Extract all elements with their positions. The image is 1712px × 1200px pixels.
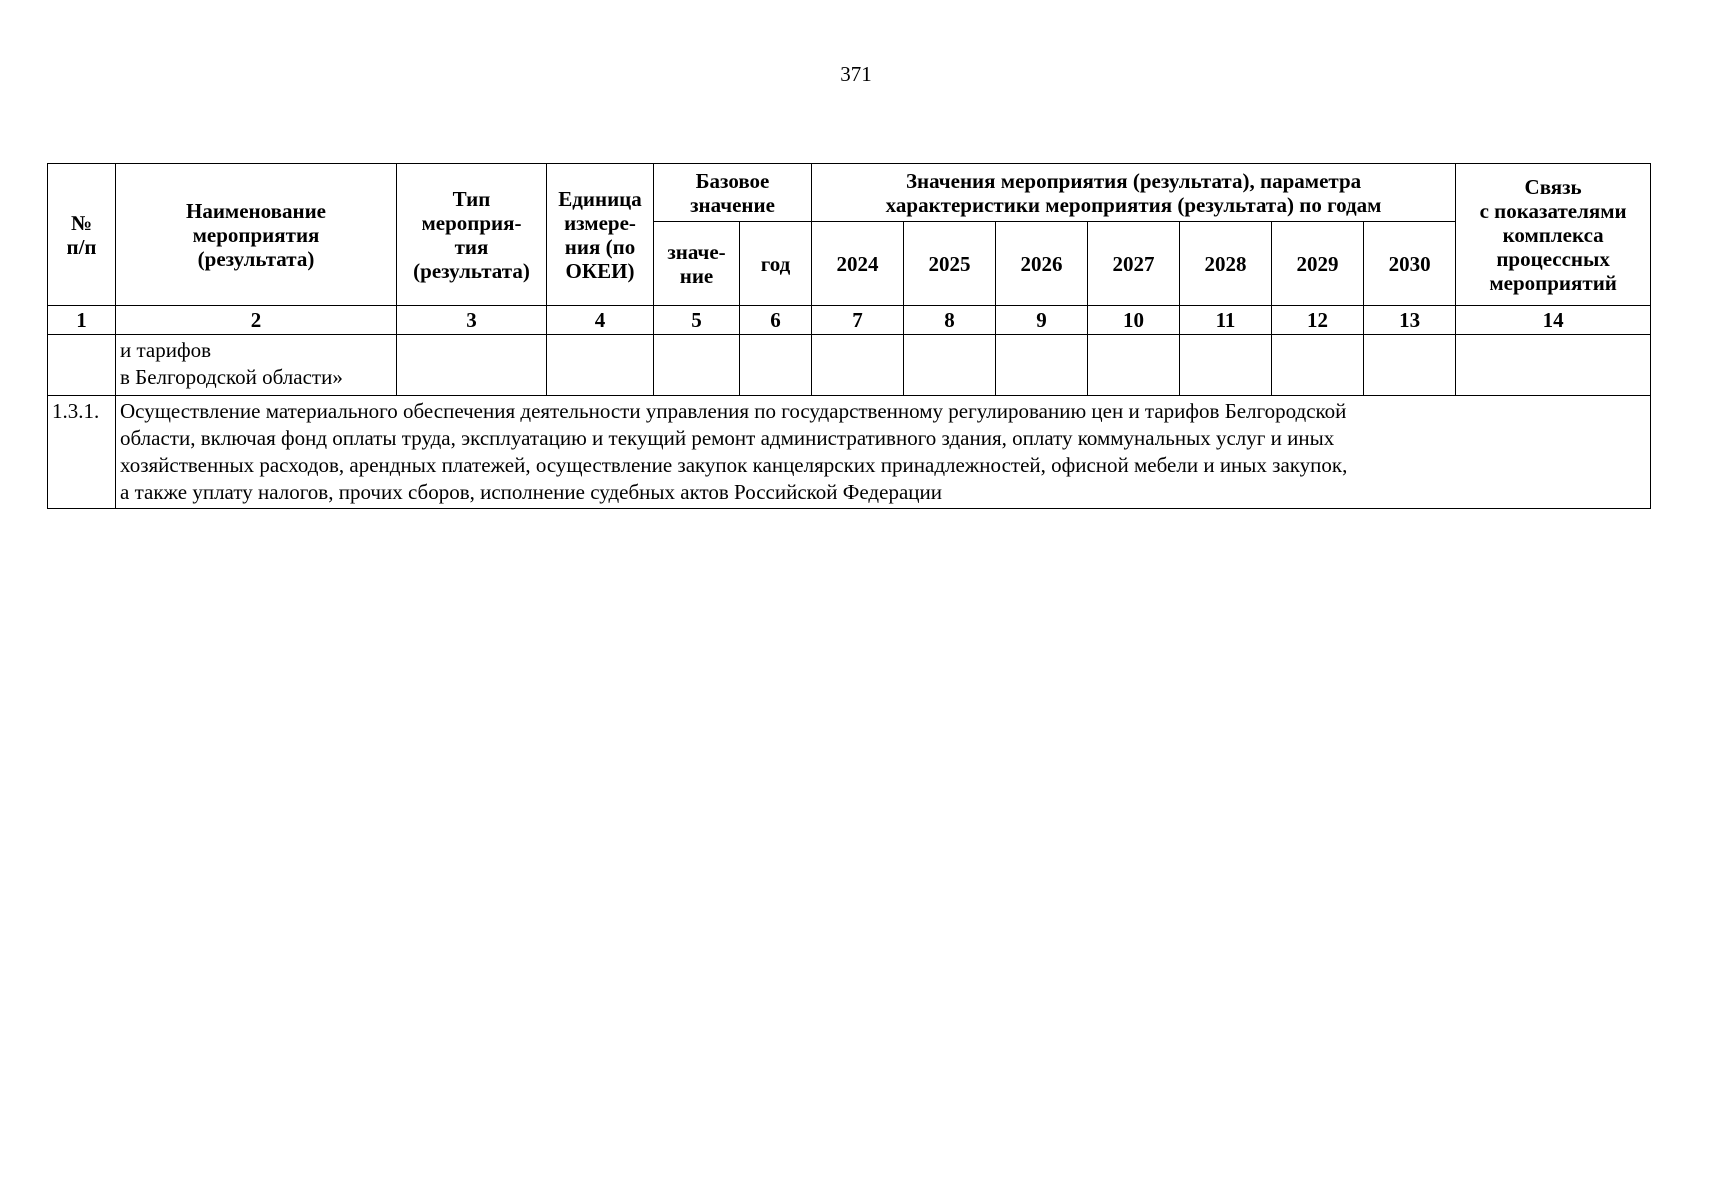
table-cell <box>654 335 740 396</box>
table-cell <box>996 335 1088 396</box>
table-cell <box>812 335 904 396</box>
column-number: 8 <box>904 306 996 335</box>
header-activity-name: Наименование мероприятия (результата) <box>116 164 397 306</box>
header-unit: Единица измере- ния (по ОКЕИ) <box>547 164 654 306</box>
header-year-2025: 2025 <box>904 222 996 306</box>
table-cell <box>1088 335 1180 396</box>
column-number: 12 <box>1272 306 1364 335</box>
column-number: 2 <box>116 306 397 335</box>
activity-name-continuation: и тарифов в Белгородской области» <box>116 335 397 396</box>
column-number: 10 <box>1088 306 1180 335</box>
column-number: 13 <box>1364 306 1456 335</box>
column-number: 11 <box>1180 306 1272 335</box>
column-number: 4 <box>547 306 654 335</box>
header-year-2027: 2027 <box>1088 222 1180 306</box>
column-number: 14 <box>1456 306 1651 335</box>
header-year-2026: 2026 <box>996 222 1088 306</box>
column-number: 1 <box>48 306 116 335</box>
header-activity-type: Тип мероприя- тия (результата) <box>397 164 547 306</box>
header-year-2024: 2024 <box>812 222 904 306</box>
table-cell <box>1364 335 1456 396</box>
page-number: 371 <box>840 62 872 86</box>
table-cell <box>1456 335 1651 396</box>
table-cell <box>740 335 812 396</box>
header-row-1 <box>48 164 1651 222</box>
header-values-by-year: Значения мероприятия (результата), параметра характеристики мероприятия (результата) по годам <box>812 164 1456 222</box>
item-row <box>48 396 1651 509</box>
activities-table <box>47 163 1651 509</box>
header-number: № п/п <box>48 164 116 306</box>
table-cell <box>904 335 996 396</box>
header-link-indicators: Связь с показателями комплекса процессных мероприятий <box>1456 164 1651 306</box>
table-cell <box>48 335 116 396</box>
table-cell <box>1272 335 1364 396</box>
column-number: 6 <box>740 306 812 335</box>
continuation-row <box>48 335 1651 396</box>
table-cell <box>1180 335 1272 396</box>
header-base-value-value: значе- ние <box>654 222 740 306</box>
column-number: 5 <box>654 306 740 335</box>
column-number: 9 <box>996 306 1088 335</box>
header-base-value: Базовое значение <box>654 164 812 222</box>
header-base-value-year: год <box>740 222 812 306</box>
header-year-2028: 2028 <box>1180 222 1272 306</box>
column-number: 7 <box>812 306 904 335</box>
table-cell <box>397 335 547 396</box>
header-year-2029: 2029 <box>1272 222 1364 306</box>
table-cell <box>547 335 654 396</box>
column-number: 3 <box>397 306 547 335</box>
column-numbers-row <box>48 306 1651 335</box>
item-description: Осуществление материального обеспечения деятельности управления по государственному регулированию цен и тарифов Белгородской области, включая фонд оплаты труда, эксплуатацию и текущий ремонт административного здания, оплату коммунальных услуг и иных хозяйственных расходов, арендных платежей, осуществление закупок канцелярских принадлежностей, офисной мебели и иных закупок, а также уплату налогов, прочих сборов, исполнение судебных актов Российской Федерации <box>116 396 1651 509</box>
item-number: 1.3.1. <box>48 396 116 509</box>
header-year-2030: 2030 <box>1364 222 1456 306</box>
